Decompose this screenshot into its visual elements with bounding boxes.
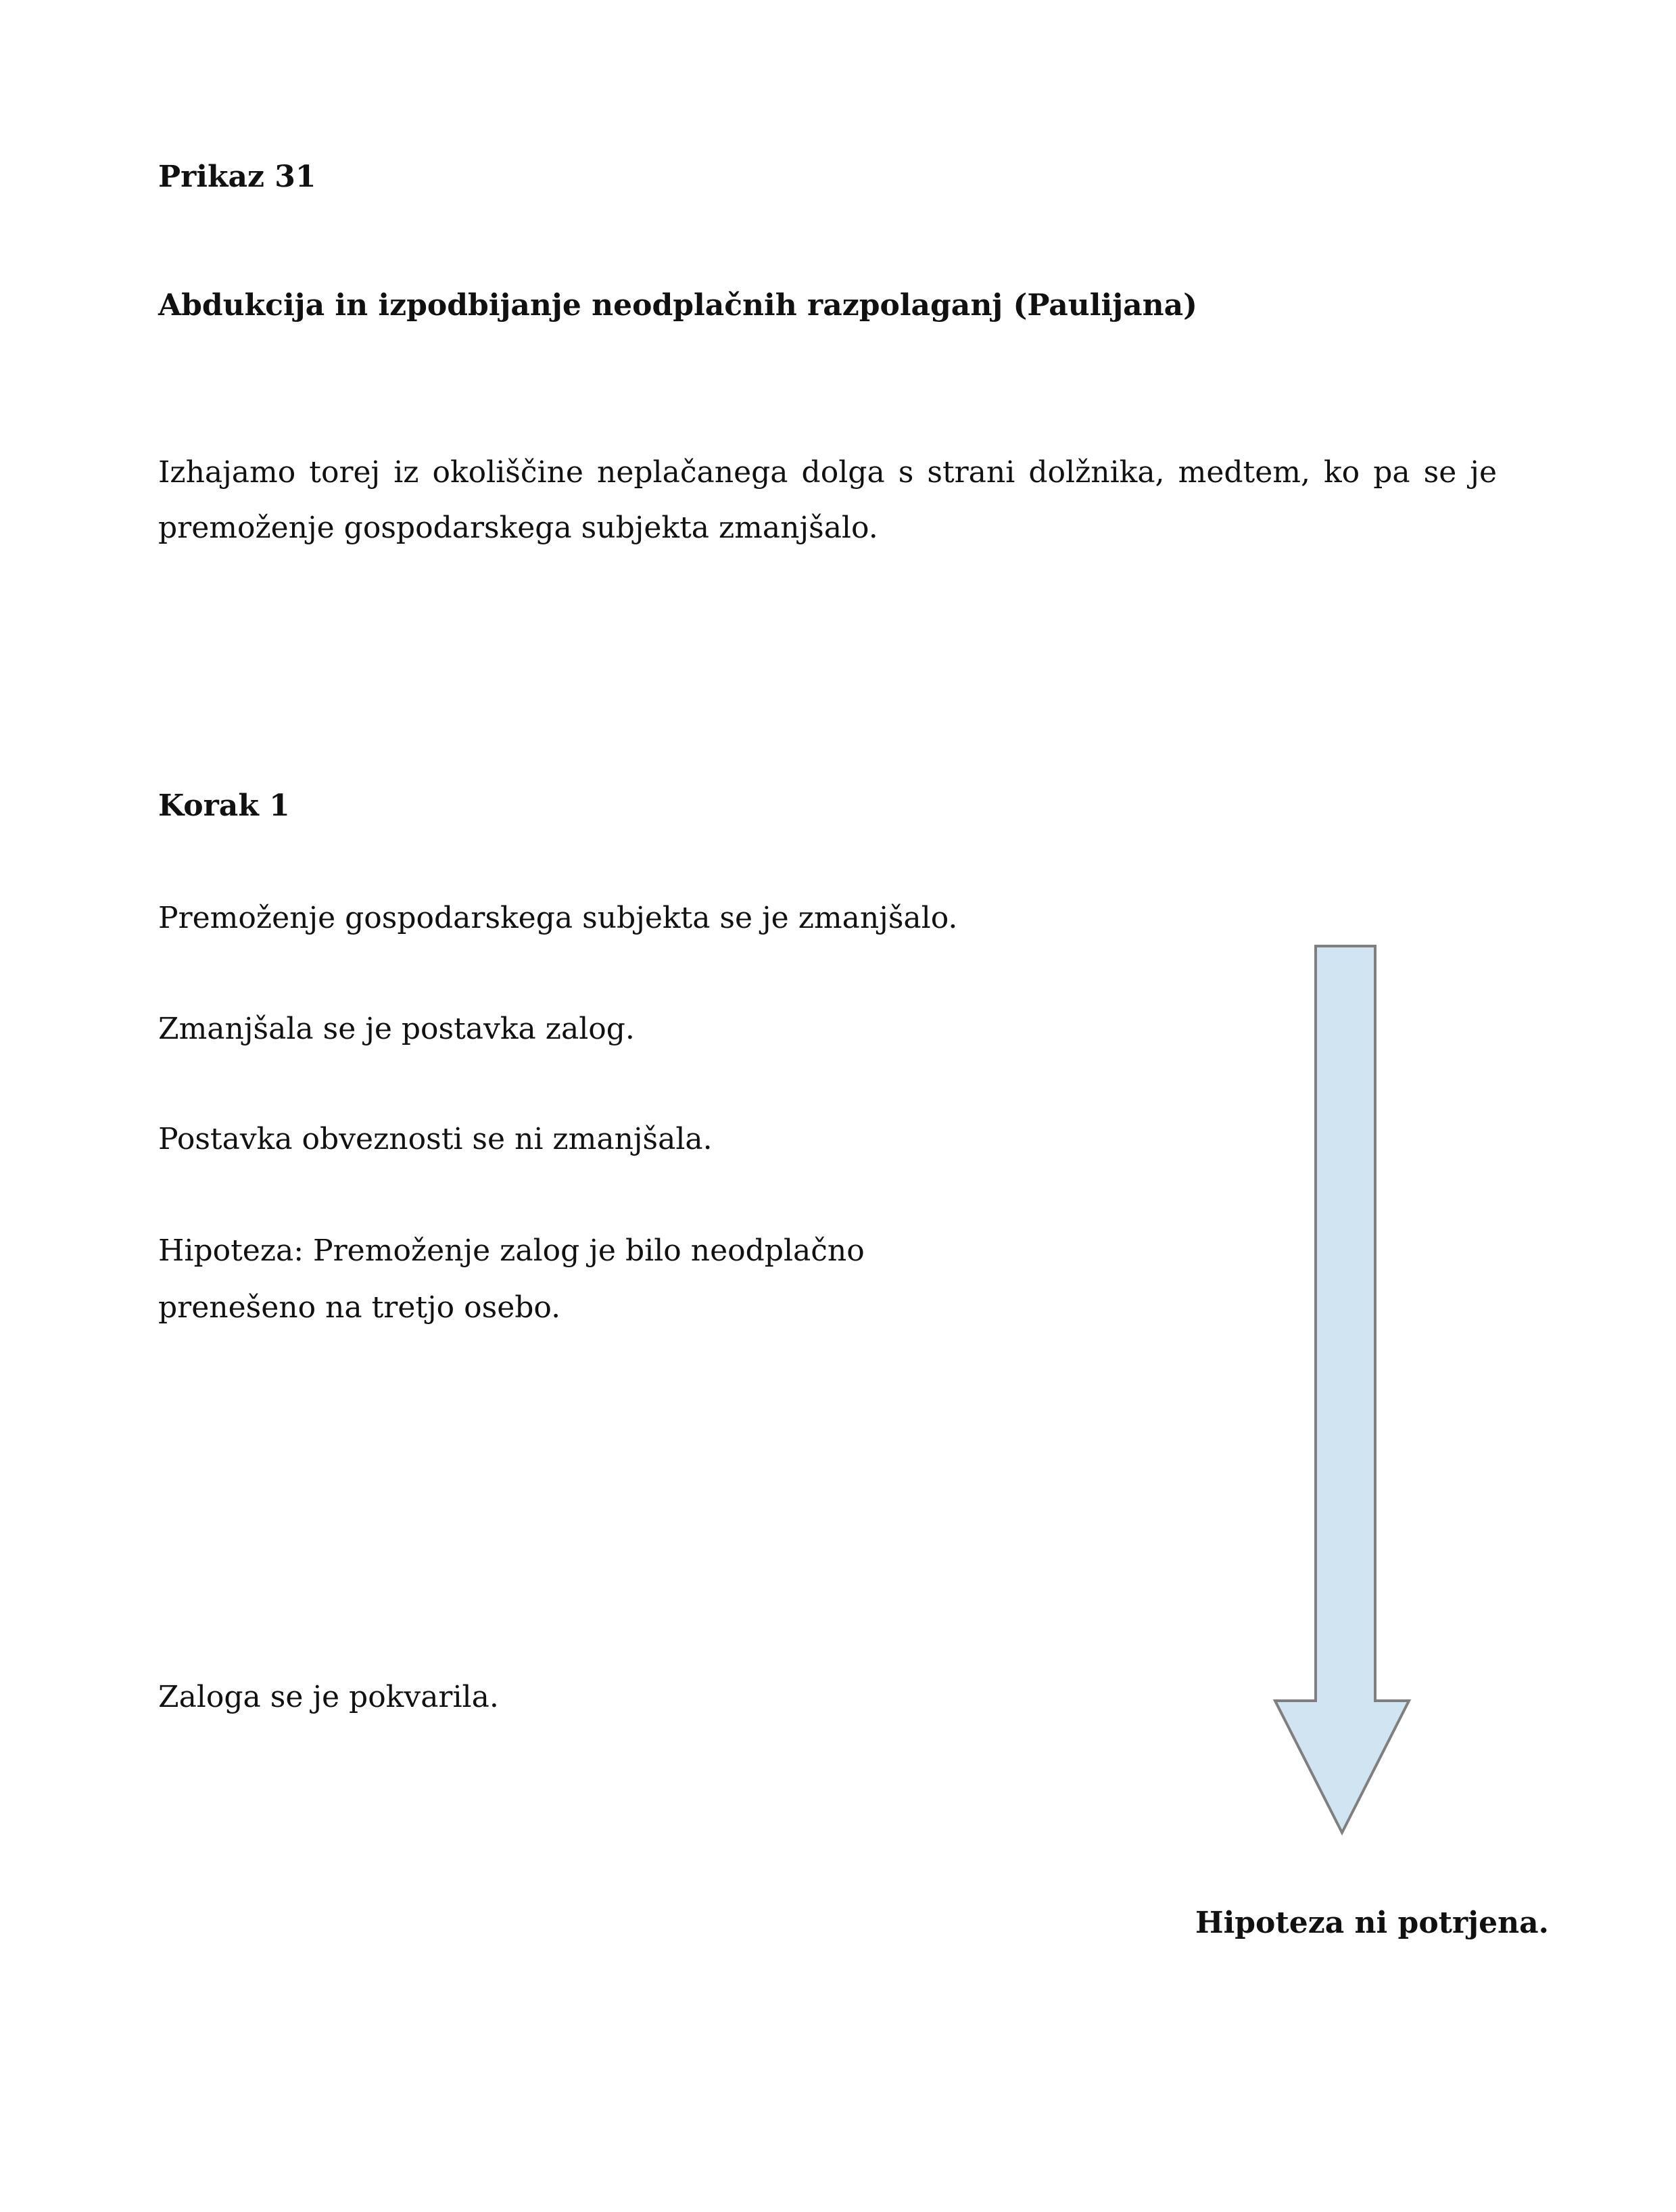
down-arrow-shape — [1275, 946, 1409, 1833]
step-heading: Korak 1 — [158, 789, 290, 823]
down-arrow-icon — [1271, 943, 1420, 1850]
step-line-1: Premoženje gospodarskega subjekta se je zmanjšalo. — [158, 901, 958, 935]
step-line-3: Postavka obveznosti se ni zmanjšala. — [158, 1122, 713, 1156]
intro-paragraph: Izhajamo torej iz okoliščine neplačanega dolga s strani dolžnika, medtem, ko pa se je premoženje gospodarskega subjekta zmanjšalo. — [158, 455, 1497, 545]
fact-line: Zaloga se je pokvarila. — [158, 1680, 499, 1714]
document-title: Abdukcija in izpodbijanje neodplačnih razpolaganj (Paulijana) — [158, 288, 1197, 323]
hypothesis-line-1: Hipoteza: Premoženje zalog je bilo neodplačno — [158, 1233, 865, 1268]
conclusion-text: Hipoteza ni potrjena. — [1195, 1906, 1549, 1940]
step-line-2: Zmanjšala se je postavka zalog. — [158, 1012, 635, 1046]
figure-label: Prikaz 31 — [158, 160, 316, 194]
hypothesis-line-2: prenešeno na tretjo osebo. — [158, 1290, 561, 1325]
